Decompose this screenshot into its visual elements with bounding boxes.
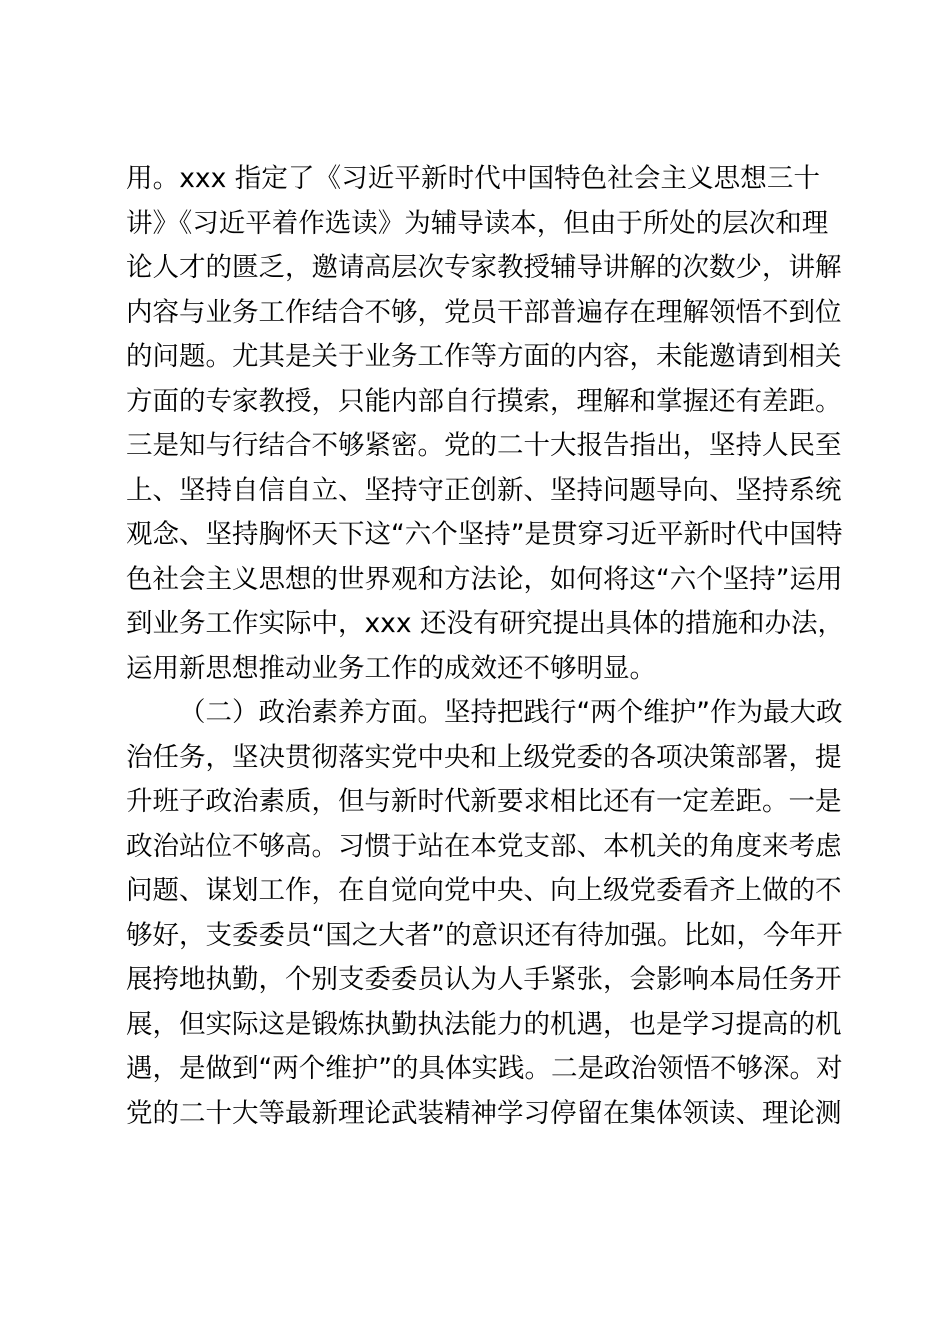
text-line: 到业务工作实际中，xxx 还没有研究提出具体的措施和办法，: [126, 608, 844, 639]
text-line: 遇，是做到“两个维护”的具体实践。二是政治领悟不够深。对: [126, 1053, 843, 1084]
text-line: 问题、谋划工作，在自觉向党中央、向上级党委看齐上做的不: [126, 875, 842, 906]
section-heading-line: （二）政治素养方面。坚持把践行“两个维护”作为最大政: [179, 697, 843, 728]
text-line: 用。xxx 指定了《习近平新时代中国特色社会主义思想三十: [126, 163, 820, 194]
text-line: 政治站位不够高。习惯于站在本党支部、本机关的角度来考虑: [126, 830, 842, 862]
text-line: 色社会主义思想的世界观和方法论，如何将这“六个坚持”运用: [126, 563, 843, 595]
text-line: 上、坚持自信自立、坚持守正创新、坚持问题导向、坚持系统: [126, 474, 842, 506]
text-line: 升班子政治素质，但与新时代新要求相比还有一定差距。一是: [126, 786, 842, 817]
text-line: 内容与业务工作结合不够，党员干部普遍存在理解领悟不到位: [126, 296, 842, 328]
text-line: 展，但实际这是锻炼执勤执法能力的机遇，也是学习提高的机: [126, 1008, 842, 1040]
text-line: 的问题。尤其是关于业务工作等方面的内容，未能邀请到相关: [126, 341, 842, 372]
text-line: 方面的专家教授，只能内部自行摸索，理解和掌握还有差距。: [126, 385, 842, 417]
text-line: 党的二十大等最新理论武装精神学习停留在集体领读、理论测: [126, 1097, 842, 1129]
text-line: 够好，支委委员“国之大者”的意识还有待加强。比如，今年开: [126, 919, 843, 951]
text-line: 展挎地执勤，个别支委委员认为人手紧张，会影响本局任务开: [126, 964, 842, 995]
text-line: 观念、坚持胸怀天下这“六个坚持”是贯穿习近平新时代中国特: [126, 519, 843, 550]
paragraph-end-line: 运用新思想推动业务工作的成效还不够明显。: [126, 652, 656, 684]
text-line: 治任务，坚决贯彻落实党中央和上级党委的各项决策部署，提: [126, 741, 842, 773]
text-line: 三是知与行结合不够紧密。党的二十大报告指出，坚持人民至: [126, 430, 842, 461]
document-body: [126, 157, 844, 1136]
text-line: 讲》《习近平着作选读》为辅导读本，但由于所处的层次和理: [126, 207, 829, 239]
text-line: 论人才的匮乏，邀请高层次专家教授辅导讲解的次数少，讲解: [126, 252, 842, 283]
